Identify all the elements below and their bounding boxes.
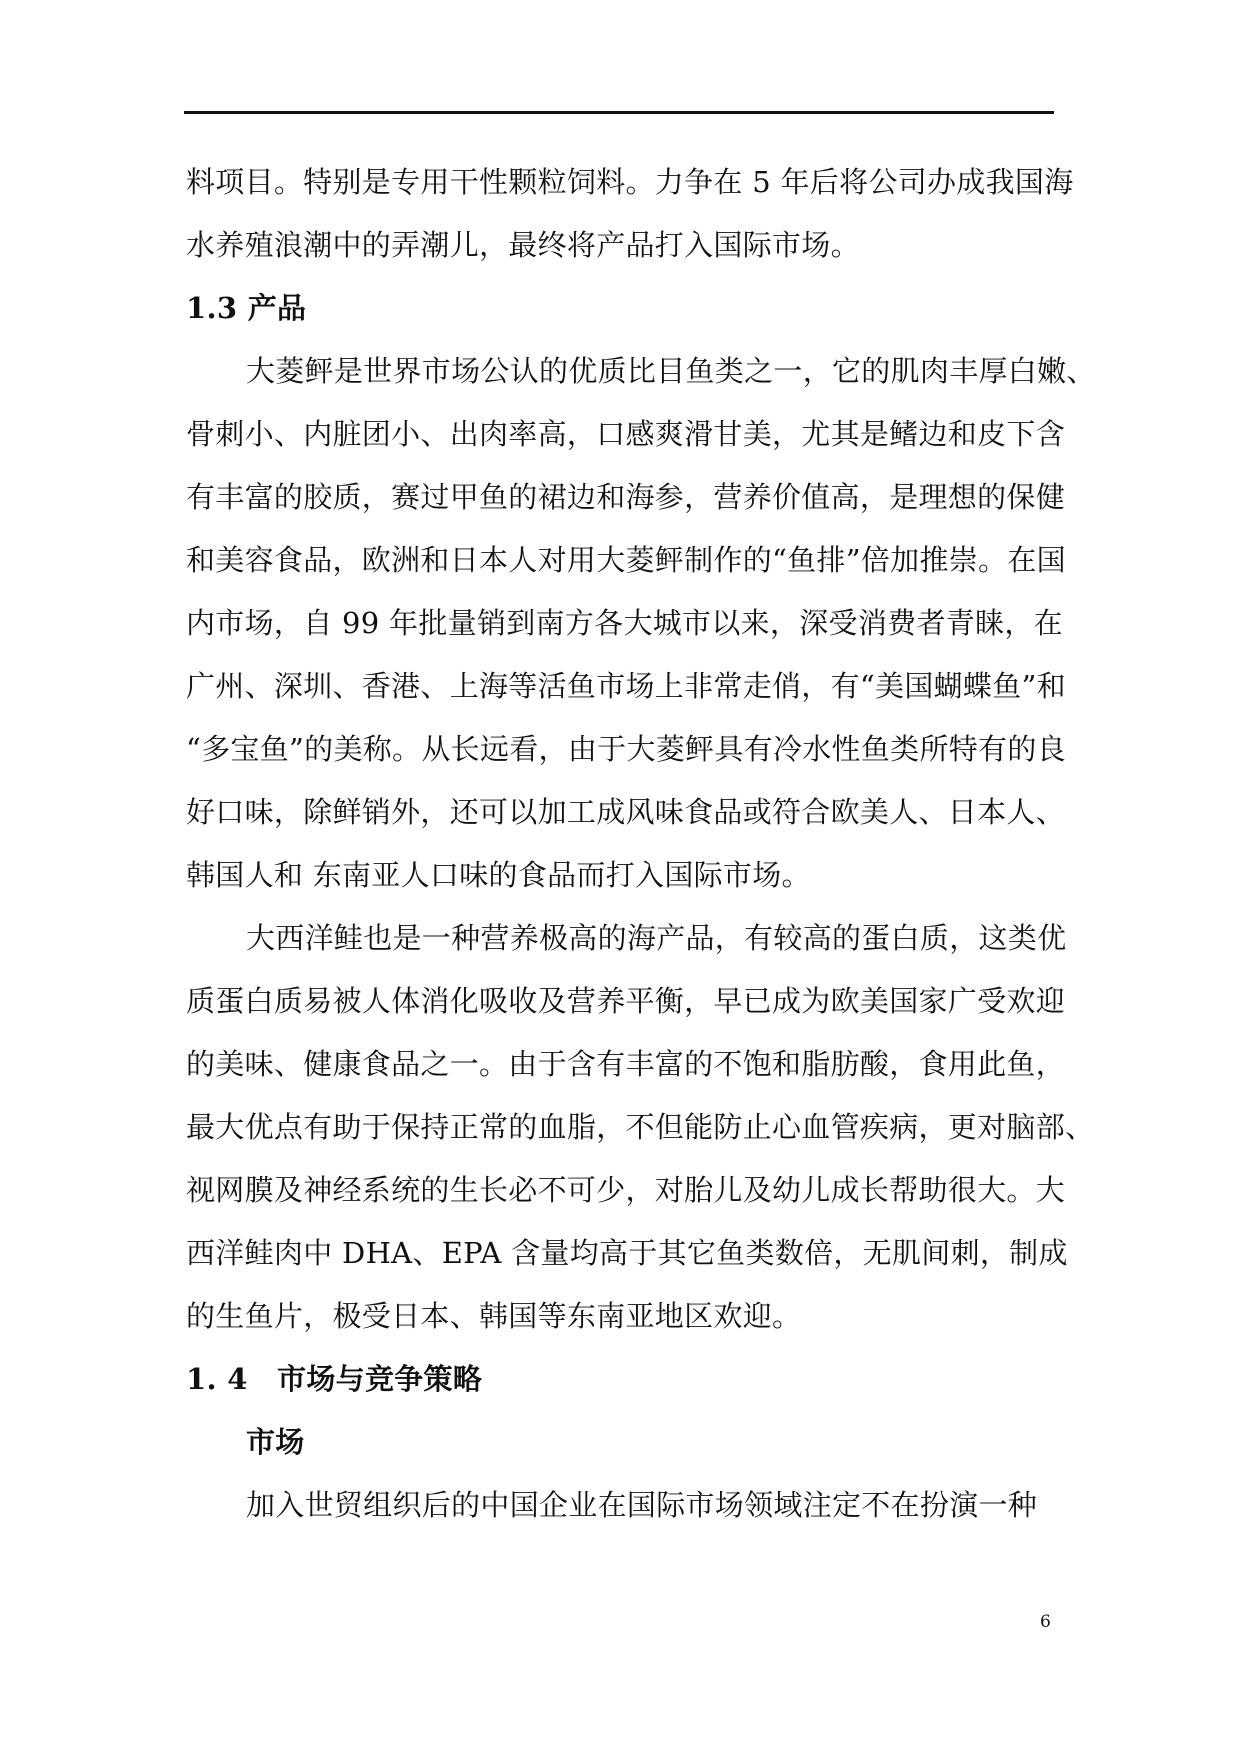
body-line: 内市场，自 99 年批量销到南方各大城市以来，深受消费者青睐，在 bbox=[186, 606, 1063, 640]
subheading-market: 市场 bbox=[246, 1425, 305, 1459]
body-line: 和美容食品，欧洲和日本人对用大菱鲆制作的“鱼排”倍加推崇。在国 bbox=[186, 543, 1066, 577]
body-line: 视网膜及神经系统的生长必不可少，对胎儿及幼儿成长帮助很大。大 bbox=[186, 1173, 1066, 1207]
page-number: 6 bbox=[1040, 1612, 1051, 1632]
paragraph-start: 大西洋鲑也是一种营养极高的海产品，有较高的蛋白质，这类优 bbox=[246, 921, 1067, 955]
body-line: 好口味，除鲜销外，还可以加工成风味食品或符合欧美人、日本人、 bbox=[186, 795, 1066, 829]
header-rule bbox=[184, 111, 1054, 114]
section-heading-1-4: 1. 4 市场与竞争策略 bbox=[186, 1362, 483, 1396]
body-line: 的美味、健康食品之一。由于含有丰富的不饱和脂肪酸，食用此鱼， bbox=[186, 1047, 1066, 1081]
body-line: 料项目。特别是专用干性颗粒饲料。力争在 5 年后将公司办成我国海 bbox=[186, 165, 1074, 199]
body-line: 有丰富的胶质，赛过甲鱼的裙边和海参，营养价值高，是理想的保健 bbox=[186, 480, 1066, 514]
body-line: 广州、深圳、香港、上海等活鱼市场上非常走俏，有“美国蝴蝶鱼”和 bbox=[186, 669, 1066, 703]
body-line: 最大优点有助于保持正常的血脂，不但能防止心血管疾病，更对脑部、 bbox=[186, 1110, 1095, 1144]
body-line: 西洋鲑肉中 DHA、EPA 含量均高于其它鱼类数倍，无肌间刺，制成 bbox=[186, 1236, 1068, 1270]
body-line: 的生鱼片，极受日本、韩国等东南亚地区欢迎。 bbox=[186, 1299, 802, 1333]
body-line: 水养殖浪潮中的弄潮儿，最终将产品打入国际市场。 bbox=[186, 228, 860, 262]
body-line: 韩国人和 东南亚人口味的食品而打入国际市场。 bbox=[186, 858, 811, 892]
body-line: “多宝鱼”的美称。从长远看，由于大菱鲆具有冷水性鱼类所特有的良 bbox=[186, 732, 1066, 766]
body-line: 质蛋白质易被人体消化吸收及营养平衡，早已成为欧美国家广受欢迎 bbox=[186, 984, 1066, 1018]
paragraph-start: 大菱鲆是世界市场公认的优质比目鱼类之一，它的肌肉丰厚白嫩、 bbox=[246, 354, 1096, 388]
section-heading-1-3: 1.3 产品 bbox=[186, 291, 307, 325]
paragraph-start: 加入世贸组织后的中国企业在国际市场领域注定不在扮演一种 bbox=[246, 1488, 1038, 1522]
body-line: 骨刺小、内脏团小、出肉率高，口感爽滑甘美，尤其是鳍边和皮下含 bbox=[186, 417, 1066, 451]
